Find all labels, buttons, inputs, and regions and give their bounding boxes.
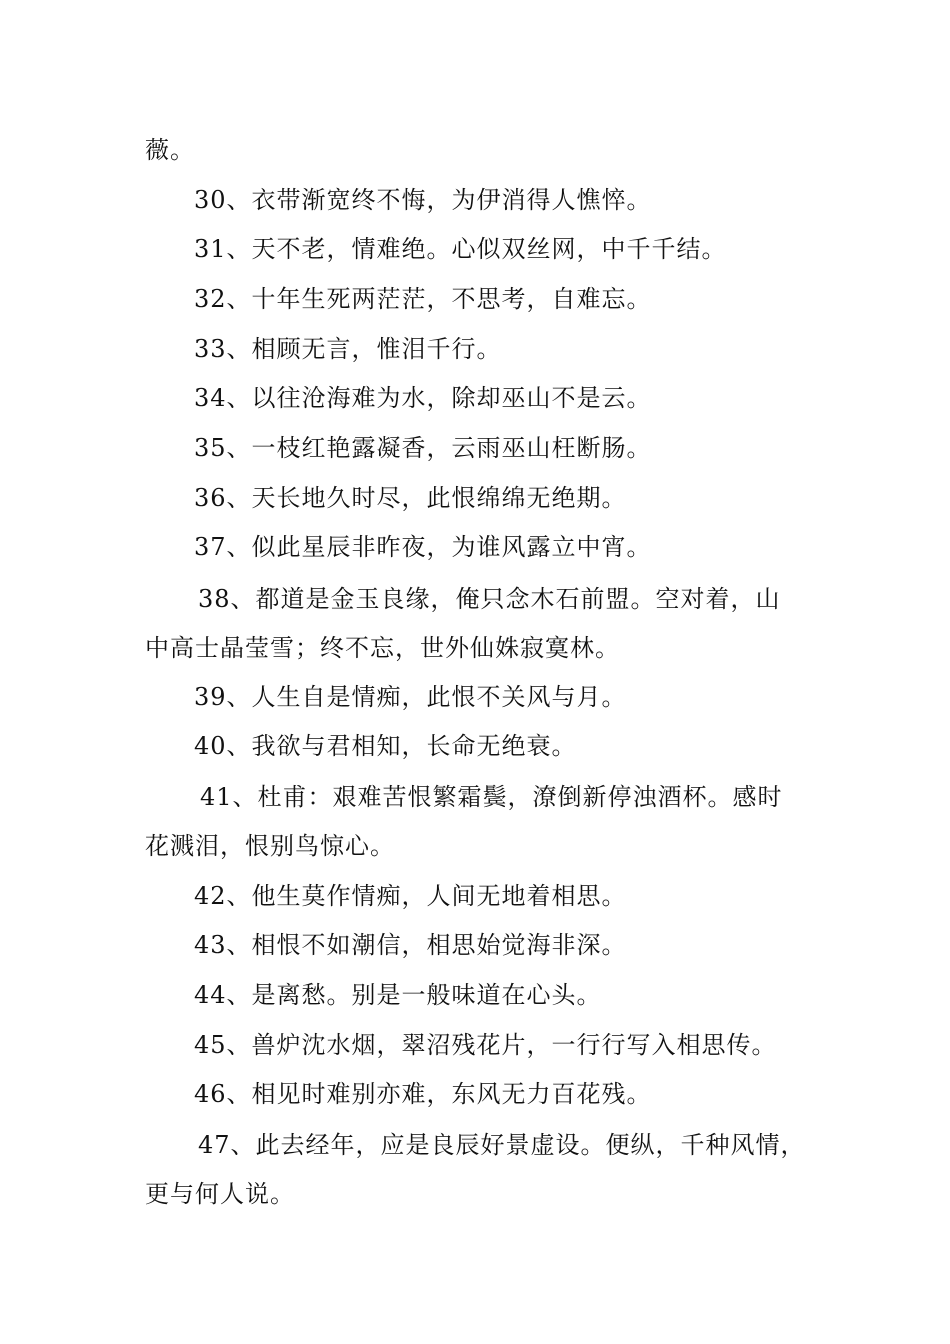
quote-45: 45、兽炉沈水烟，翠沼残花片，一行行写入相思传。 <box>194 1031 777 1059</box>
quote-34: 34、以往沧海难为水，除却巫山不是云。 <box>194 384 652 412</box>
quote-32: 32、十年生死两茫茫，不思考，自难忘。 <box>194 285 652 313</box>
quote-36: 36、天长地久时尽，此恨绵绵无绝期。 <box>194 484 627 512</box>
text-line-continuation: 薇。 <box>145 136 195 164</box>
quote-47-continuation: 更与何人说。 <box>145 1180 295 1208</box>
quote-38: 38、都道是金玉良缘，俺只念木石前盟。空对着，山 <box>198 585 781 613</box>
quote-30: 30、衣带渐宽终不悔，为伊消得人憔悴。 <box>194 186 652 214</box>
quote-42: 42、他生莫作情痴，人间无地着相思。 <box>194 882 627 910</box>
quote-37: 37、似此星辰非昨夜，为谁风露立中宵。 <box>194 533 652 561</box>
quote-39: 39、人生自是情痴，此恨不关风与月。 <box>194 683 627 711</box>
quote-44: 44、是离愁。别是一般味道在心头。 <box>194 981 602 1009</box>
quote-35: 35、一枝红艳露凝香，云雨巫山枉断肠。 <box>194 434 652 462</box>
quote-43: 43、相恨不如潮信，相思始觉海非深。 <box>194 931 627 959</box>
quote-41-continuation: 花溅泪，恨别鸟惊心。 <box>145 832 395 860</box>
quote-46: 46、相见时难别亦难，东风无力百花残。 <box>194 1080 652 1108</box>
quote-47: 47、此去经年，应是良辰好景虚设。便纵，千种风情， <box>198 1131 806 1159</box>
quote-41: 41、杜甫：艰难苦恨繁霜鬓，潦倒新停浊酒杯。感时 <box>200 783 783 811</box>
quote-38-continuation: 中高士晶莹雪；终不忘，世外仙姝寂寞林。 <box>145 634 620 662</box>
quote-33: 33、相顾无言，惟泪千行。 <box>194 335 502 363</box>
quote-40: 40、我欲与君相知，长命无绝衰。 <box>194 732 577 760</box>
quote-31: 31、天不老，情难绝。心似双丝网，中千千结。 <box>194 235 727 263</box>
